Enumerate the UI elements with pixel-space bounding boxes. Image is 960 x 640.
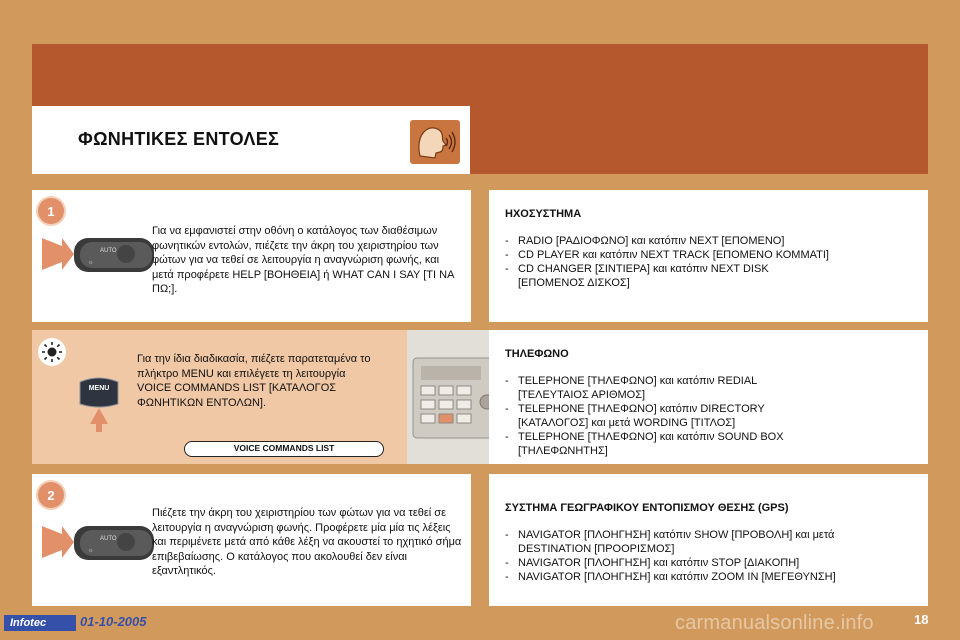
gps-section (505, 502, 905, 584)
svg-text:AUTO: AUTO (100, 248, 117, 254)
svg-text:AUTO: AUTO (100, 536, 117, 542)
list-item: - TELEPHONE [ΤΗΛΕΦΩΝΟ] και κατόπιν REDIAL [ΤΕΛΕΥΤΑΙΟΣ ΑΡΙΘΜΟΣ] (505, 374, 795, 402)
step2-panel (32, 474, 471, 606)
step1-description: Για να εμφανιστεί στην οθόνη ο κατάλογος των διαθέσιμων φωνητικών εντολών, πιέζετε την άκρη του χειριστηρίου των φώτων για να τεθεί σε λειτουργία η αναγνώριση φωνής, και μετά προφέρετε HELP [ΒΟΗΘΕΙΑ] ή WHAT CAN I SAY [ΤΙ ΝΑ ΠΩ;]. (152, 225, 454, 295)
tip-description: Για την ίδια διαδικασία, πιέζετε παρατεταμένα το πλήκτρο MENU και επιλέγετε τη λειτουργία VOICE COMMANDS LIST [ΚΑΤΑΛΟΓΟΣ ΦΩΝΗΤΙΚΩΝ ΕΝΤΟΛΩΝ]. (137, 353, 371, 409)
gps-title: ΣΥΣΤΗΜΑ ΓΕΩΓΡΑΦΙΚΟΥ ΕΝΤΟΠΙΣΜΟΥ ΘΕΣΗΣ (GPS) (505, 502, 789, 514)
list-item: - RADIO [ΡΑΔΙΟΦΩΝΟ] και κατόπιν NEXT [ΕΠΟΜΕΝΟ] (505, 234, 885, 248)
svg-text:☼: ☼ (88, 548, 94, 554)
menu-button-icon (76, 374, 122, 434)
gps-list (505, 528, 905, 584)
menu-button-label: MENU (88, 385, 110, 392)
list-item: - NAVIGATOR [ΠΛΟΗΓΗΣΗ] κατόπιν SHOW [ΠΡΟΒΟΛΗ] και μετά DESTINATION [ΠΡΟΟΡΙΣΜΟΣ] (505, 528, 885, 556)
list-item: - NAVIGATOR [ΠΛΟΗΓΗΣΗ] και κατόπιν ZOOM IN [ΜΕΓΕΘΥΝΣΗ] (505, 570, 905, 584)
step2-description: Πιέζετε την άκρη του χειριστηρίου των φώτων για να τεθεί σε λειτουργία η αναγνώριση φωνής. Προφέρετε μία μία τις λέξεις και περιμένετε μετά από κάθε λέξη να ακουστεί το ηχητικό σήμα επιβεβαίωσης. Ο κατάλογος που ακολουθεί δεν είναι εξαντλητικός. (152, 507, 462, 577)
footer-date: 01-10-2005 (80, 614, 147, 629)
list-item: - CD PLAYER και κατόπιν NEXT TRACK [ΕΠΟΜΕΝΟ ΚΟΜΜΑΤΙ] (505, 248, 885, 262)
phone-section (505, 348, 835, 458)
phone-panel (489, 330, 928, 464)
audio-panel (489, 190, 928, 322)
page-title: ΦΩΝΗΤΙΚΕΣ ΕΝΤΟΛΕΣ (78, 129, 280, 149)
audio-list (505, 234, 885, 290)
list-item: - CD CHANGER [ΣΙΝΤΙΕΡΑ] και κατόπιν NEXT DISK [ΕΠΟΜΕΝΟΣ ΔΙΣΚΟΣ] (505, 262, 825, 290)
phone-title: ΤΗΛΕΦΩΝΟ (505, 348, 569, 360)
list-item: - NAVIGATOR [ΠΛΟΗΓΗΣΗ] και κατόπιν STOP [ΔΙΑΚΟΠΗ] (505, 556, 895, 570)
page-number: 18 (914, 612, 929, 627)
lighting-stalk-icon (40, 512, 158, 572)
svg-text:☼: ☼ (88, 260, 94, 266)
infotec-logo: Infotec (4, 615, 76, 631)
voice-commands-list-pill: VOICE COMMANDS LIST (184, 441, 384, 457)
voice-speaking-head-icon (410, 120, 460, 164)
list-item: - TELEPHONE [ΤΗΛΕΦΩΝΟ] κατόπιν DIRECTORY [ΚΑΤΑΛΟΓΟΣ] και μετά WORDING [ΤΙΤΛΟΣ] (505, 402, 815, 430)
title-box (32, 106, 470, 174)
watermark: carmanualsonline.info (675, 612, 874, 634)
sun-tip-icon (38, 338, 66, 366)
list-item: - TELEPHONE [ΤΗΛΕΦΩΝΟ] και κατόπιν SOUND BOX [ΤΗΛΕΦΩΝΗΤΗΣ] (505, 430, 835, 458)
lighting-stalk-icon (40, 224, 158, 284)
step-number-badge: 1 (38, 198, 64, 224)
audio-title: ΗΧΟΣΥΣΤΗΜΑ (505, 208, 582, 220)
step-number-badge: 2 (38, 482, 64, 508)
gps-panel (489, 474, 928, 606)
tip-panel (32, 330, 471, 464)
phone-list (505, 374, 835, 458)
step1-panel (32, 190, 471, 322)
audio-section (505, 208, 885, 290)
